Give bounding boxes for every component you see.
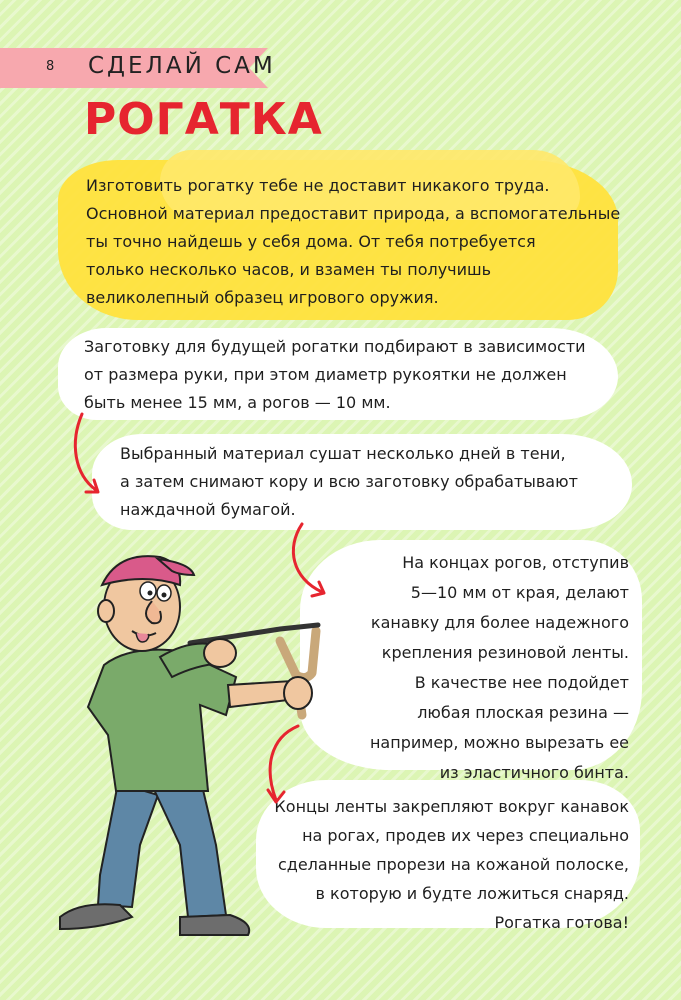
step-line: Концы ленты закрепляют вокруг канавок [274,797,629,816]
step-1-text [84,333,586,417]
step-line: сделанные прорези на кожаной полоске, [277,855,629,874]
step-line: например, можно вырезать ее [369,733,629,752]
step-line: Выбранный материал сушат несколько дней в тени, [120,444,566,463]
step-line: На концах рогов, отступив [402,553,629,572]
step-line: от размера руки, при этом диаметр рукоятки не должен [84,365,567,384]
step-line: 5—10 мм от края, делают [410,583,629,602]
curved-arrow-icon [70,412,110,502]
step-line: канавку для более надежного [370,613,629,632]
step-3-text [370,548,629,788]
step-line: на рогах, продев их через специально [302,826,629,845]
step-line: любая плоская резина — [417,703,629,722]
step-2-text [120,440,578,524]
man-with-slingshot-illustration [40,545,340,945]
intro-line: великолепный образец игрового оружия. [86,288,439,307]
step-line: наждачной бумагой. [120,500,296,519]
step-line: быть менее 15 мм, а рогов — 10 мм. [84,393,391,412]
step-line: в которую и будте ложиться снаряд. [315,884,629,903]
intro-line: ты точно найдешь у себя дома. От тебя потребуется [86,232,536,251]
intro-line: Изготовить рогатку тебе не доставит никакого труда. [86,176,550,195]
step-line: В качестве нее подойдет [414,673,629,692]
step-line: Рогатка готова! [494,913,629,932]
step-line: Заготовку для будущей рогатки подбирают в зависимости [84,337,586,356]
step-line: а затем снимают кору и всю заготовку обрабатывают [120,472,578,491]
intro-paragraph [86,172,620,312]
page-number: 8 [46,59,55,74]
page-title: РОГАТКА [84,94,323,145]
step-line: крепления резиновой ленты. [381,643,629,662]
intro-line: только несколько часов, и взамен ты получишь [86,260,492,279]
section-label: СДЕЛАЙ САМ [88,53,276,79]
step-line: из эластичного бинта. [439,763,629,782]
intro-line: Основной материал предоставит природа, а вспомогательные [86,204,621,223]
